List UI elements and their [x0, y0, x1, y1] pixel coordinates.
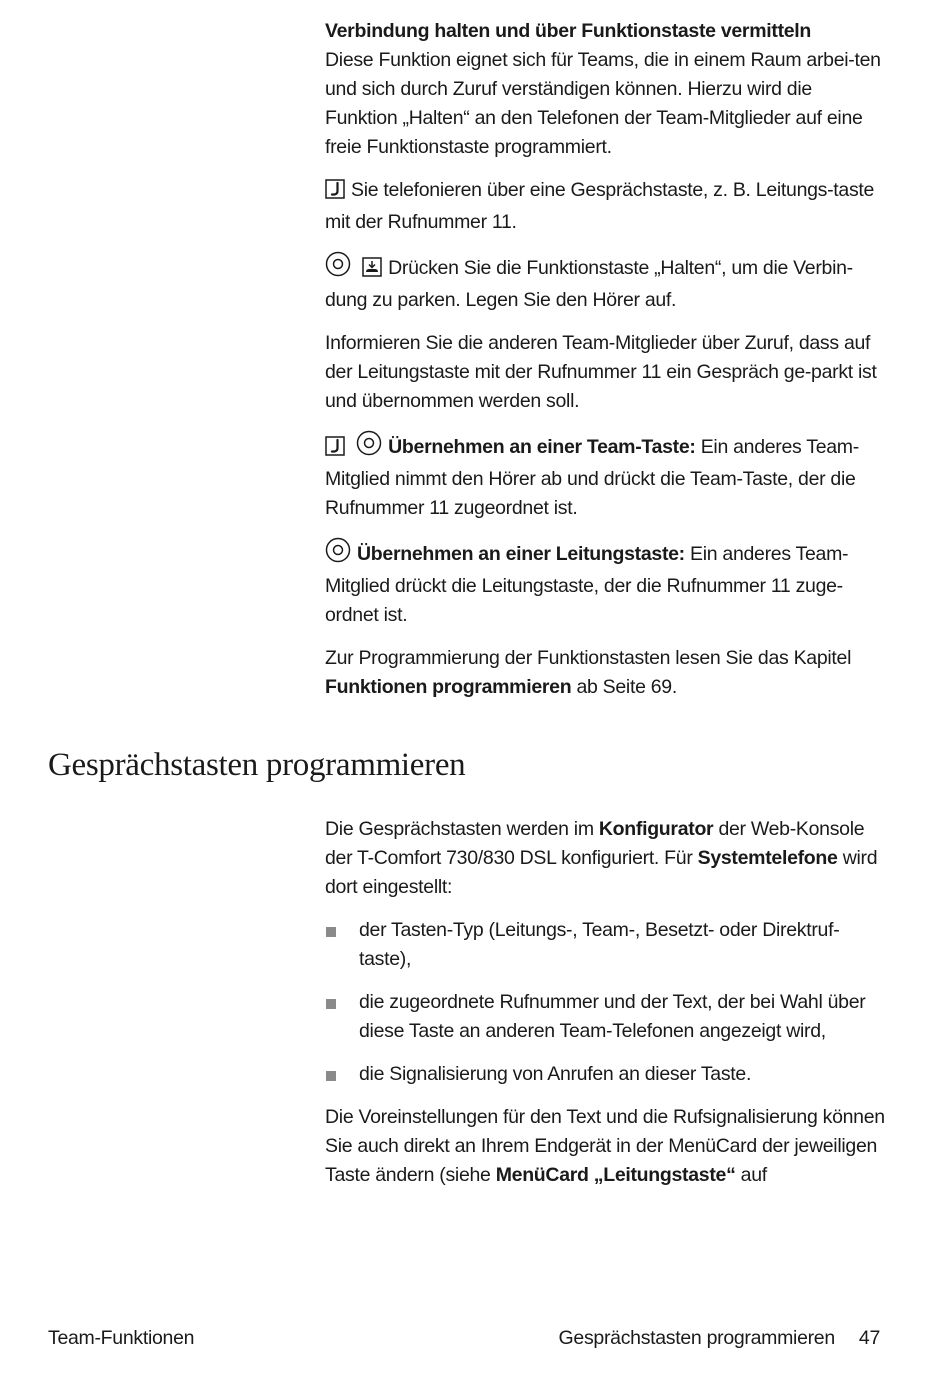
step-line-key-label: Übernehmen an einer Leitungstaste:	[357, 543, 685, 565]
step-line-key	[325, 537, 885, 630]
intro-part: der Web-Konsole der T-Comfort 730/830 DSL konfiguriert. Für	[325, 818, 865, 869]
step-call-text: Sie telefonieren über eine Gesprächstaste, z. B. Leitungs-taste mit der Rufnummer 11.	[325, 179, 875, 233]
handset-icon	[325, 179, 345, 208]
page-number: 47	[858, 1327, 880, 1349]
section-title: Verbindung halten und über Funktionstaste vermitteln	[325, 20, 812, 42]
list-item	[325, 988, 885, 1046]
function-key-icon	[325, 251, 351, 286]
intro-part: wird dort eingestellt:	[325, 847, 878, 898]
bullet-square-icon	[326, 999, 336, 1009]
step-team-key-label: Übernehmen an einer Team-Taste:	[388, 436, 696, 458]
step-call	[325, 176, 885, 237]
chapter-reference	[325, 644, 885, 702]
function-key-icon	[356, 430, 382, 465]
step-inform: Informieren Sie die anderen Team-Mitglieder über Zuruf, dass auf der Leitungstaste mit der Rufnummer 11 ein Gespräch ge-parkt ist und übernommen werden soll.	[325, 332, 877, 412]
bullet-square-icon	[326, 1071, 336, 1081]
settings-list	[325, 916, 885, 1089]
handset-icon	[325, 436, 345, 465]
section-heading: Gesprächstasten programmieren	[48, 747, 466, 783]
intro-part: Die Gesprächstasten werden im	[325, 818, 599, 840]
call-keys-intro	[325, 815, 885, 902]
list-item	[325, 916, 885, 974]
outro-part: Die Voreinstellungen für den Text und die Rufsignalisierung können Sie auch direkt an Ihrem Endgerät in der MenüCard der jeweiligen Taste ändern (siehe	[325, 1106, 885, 1186]
list-item-text: der Tasten-Typ (Leitungs-, Team-, Besetzt- oder Direktruf-taste),	[359, 919, 840, 970]
step-team-key-text: Ein anderes Team-Mitglied nimmt den Hörer ab und drückt die Team-Taste, der die Rufnummer 11 zugeordnet ist.	[325, 436, 859, 519]
step-line-key-text: Ein anderes Team-Mitglied drückt die Leitungstaste, der die Rufnummer 11 zuge-ordnet ist.	[325, 543, 849, 626]
footer-chapter: Team-Funktionen	[48, 1327, 195, 1349]
menucard-reference[interactable]: MenüCard „Leitungstaste“	[495, 1164, 736, 1186]
reference-prefix: Zur Programmierung der Funktionstasten lesen Sie das Kapitel	[325, 647, 852, 669]
step-team-key	[325, 430, 885, 523]
outro-part: auf	[735, 1164, 767, 1186]
bullet-square-icon	[326, 927, 336, 937]
footer-section	[559, 1324, 880, 1353]
step-hold	[325, 251, 885, 315]
call-keys-outro	[325, 1103, 885, 1190]
hold-icon	[362, 257, 382, 286]
step-hold-text: Drücken Sie die Funktionstaste „Halten“, um die Verbin-dung zu parken. Legen Sie den Hörer auf.	[325, 257, 853, 311]
list-item-text: die zugeordnete Rufnummer und der Text, der bei Wahl über diese Taste an anderen Team-Telefonen angezeigt wird,	[359, 991, 866, 1042]
section-hold-transfer	[325, 17, 885, 702]
section-call-keys	[325, 815, 885, 1190]
system-phones-term: Systemtelefone	[697, 847, 838, 869]
function-key-icon	[325, 537, 351, 572]
footer-section-title: Gesprächstasten programmieren	[558, 1327, 835, 1349]
list-item-text: die Signalisierung von Anrufen an dieser Taste.	[359, 1063, 752, 1085]
reference-link[interactable]: Funktionen programmieren	[325, 676, 572, 698]
reference-suffix: ab Seite 69.	[571, 676, 677, 698]
list-item	[325, 1060, 885, 1089]
section-intro: Diese Funktion eignet sich für Teams, die in einem Raum arbei-ten und sich durch Zuruf verständigen können. Hierzu wird die Funktion „Halten“ an den Telefonen der Team-Mitglieder auf eine freie Funktionstaste programmiert.	[325, 49, 881, 158]
configurator-term: Konfigurator	[598, 818, 714, 840]
